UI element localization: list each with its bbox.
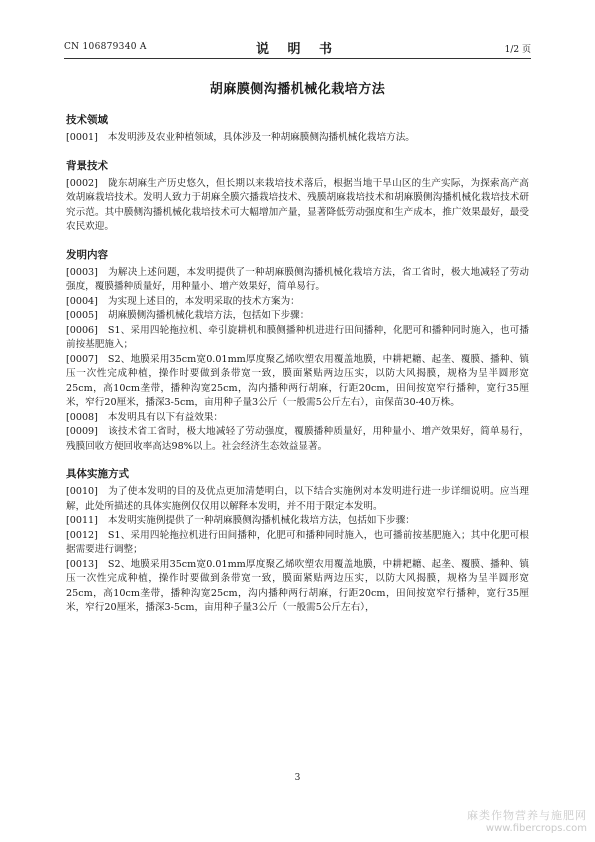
- paragraph-number: [0012]: [66, 529, 98, 541]
- paragraph-text: 为实现上述目的，本发明采取的技术方案为：: [107, 295, 300, 307]
- header-rule: [64, 58, 531, 59]
- page-number: 3: [294, 773, 301, 783]
- section-heading: 发明内容: [66, 248, 108, 261]
- paragraph-number: [0013]: [66, 558, 98, 570]
- paragraph: [66, 266, 529, 295]
- document-title: 胡麻膜侧沟播机械化栽培方法: [209, 82, 386, 97]
- paragraph-number: [0002]: [66, 177, 98, 189]
- paragraph-text: S2、地膜采用35cm宽0.01mm厚度聚乙烯吹塑农用覆盖地膜，中耕耙耱、起垄、覆膜、播种、镇压一次性完成种植，操作时要做到条带宽一致，膜面紧贴两边压实，以防大风揭膜，规格为呈半圆形宽25cm，高10cm垄带，播种沟宽25cm，沟内播种两行胡麻，行距20cm，田间按宽窄行播种，宽行35厘米，窄行20厘米，播深3-5cm，亩用种子量3公斤（一般需5公斤左右），: [66, 558, 529, 613]
- paragraph: [66, 411, 529, 426]
- watermark-title: 麻类作物营养与施肥网: [467, 809, 587, 822]
- document-body: [66, 100, 529, 616]
- paragraph-text: S1、采用四轮拖拉机、牵引旋耕机和膜侧播种机进进行田间播种，化肥可和播种同时施入，也可播前按基肥施入；: [66, 324, 529, 350]
- paragraph: [66, 425, 529, 454]
- watermark-url: www.fibercrops.com: [485, 823, 587, 834]
- paragraph-text: 本发明具有以下有益效果：: [107, 411, 224, 423]
- paragraph: [66, 485, 529, 514]
- paragraph-number: [0008]: [66, 411, 98, 423]
- paragraph-text: 本发明实施例提供了一种胡麻膜侧沟播机械化栽培方法，包括如下步骤：: [107, 515, 415, 526]
- section-heading: 技术领域: [66, 114, 108, 126]
- section-heading: 具体实施方式: [66, 468, 129, 480]
- paragraph-number: [0006]: [66, 324, 98, 336]
- paragraph-number: [0010]: [66, 486, 98, 497]
- paragraph-number: [0007]: [66, 353, 98, 365]
- paragraph-number: [0003]: [66, 266, 98, 278]
- page-info: 1/2 页: [504, 45, 531, 55]
- paragraph-number: [0001]: [66, 132, 98, 143]
- paragraph-text: 为解决上述问题，本发明提供了一种胡麻膜侧沟播机械化栽培方法，省工省时，极大地减轻了劳动强度，覆膜播种质量好，用种量小、增产效果好，简单易行。: [66, 266, 529, 292]
- paragraph-number: [0011]: [66, 515, 98, 526]
- paragraph-text: 为了使本发明的目的及优点更加清楚明白，以下结合实施例对本发明进行进一步详细说明。应当理解，此处所描述的具体实施例仅仅用以解释本发明，并不用于限定本发明。: [66, 486, 529, 512]
- paragraph: [66, 353, 529, 411]
- paragraph: [66, 529, 529, 558]
- paragraph-text: 该技术省工省时，极大地减轻了劳动强度，覆膜播种质量好，用种量小、增产效果好，简单易行，残膜回收方便回收率高达98%以上。社会经济生态效益显著。: [66, 426, 529, 452]
- paragraph-text: 本发明涉及农业种植领域，具体涉及一种胡麻膜侧沟播机械化栽培方法。: [107, 132, 415, 143]
- page-header: [64, 38, 531, 56]
- patent-number: CN 106879340 A: [64, 42, 147, 52]
- paragraph-number: [0009]: [66, 426, 98, 437]
- paragraph-text: 胡麻膜侧沟播机械化栽培方法，包括如下步骤：: [107, 310, 310, 321]
- paragraph: [66, 131, 529, 146]
- paragraph: [66, 558, 529, 616]
- paragraph: [66, 295, 529, 310]
- watermark: [467, 807, 587, 834]
- paragraph: [66, 177, 529, 235]
- paragraph-number: [0005]: [66, 310, 98, 321]
- paragraph: [66, 324, 529, 353]
- paragraph: [66, 309, 529, 324]
- paragraph-text: S2、地膜采用35cm宽0.01mm厚度聚乙烯吹塑农用覆盖地膜，中耕耙耱、起垄、覆膜、播种、镇压一次性完成种植，操作时要做到条带宽一致，膜面紧贴两边压实，以防大风揭膜，规格为呈半圆形宽25cm，高10cm垄带，播种沟宽25cm，沟内播种两行胡麻，行距20cm，田间按宽窄行播种，宽行35厘米，窄行20厘米，播深3-5cm，亩用种子量3公斤（一般需5公斤左右），亩保苗30-40万株。: [66, 353, 529, 408]
- section-title: 说 明 书: [255, 42, 340, 57]
- paragraph: [66, 514, 529, 529]
- section-heading: 背景技术: [66, 159, 108, 172]
- paragraph-text: 陇东胡麻生产历史悠久，但长期以来栽培技术落后，根据当地干旱山区的生产实际，为探索高产高效胡麻栽培技术。发明人致力于胡麻全膜穴播栽培技术、残膜胡麻栽培技术和胡麻膜侧沟播机械化栽培技术研究示范。其中膜侧沟播机械化栽培技术可大幅增加产量，显著降低劳动强度和生产成本，推广效果最好，最受农民欢迎。: [66, 177, 529, 232]
- paragraph-number: [0004]: [66, 295, 98, 307]
- paragraph-text: S1、采用四轮拖拉机进行田间播种，化肥可和播种同时施入，也可播前按基肥施入；其中化肥可根据需要进行调整；: [66, 529, 529, 555]
